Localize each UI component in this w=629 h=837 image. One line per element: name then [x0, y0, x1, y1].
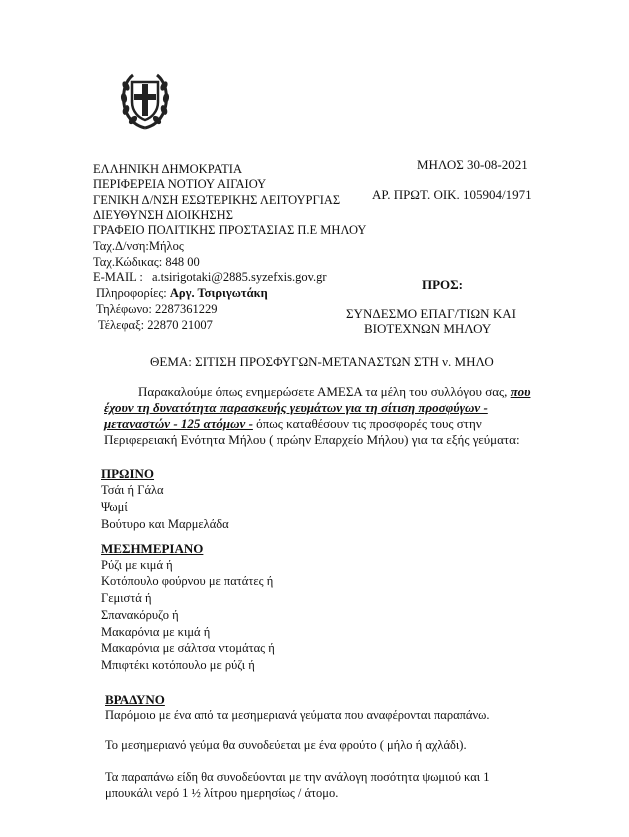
menu-item: Γεμιστά ή — [101, 591, 152, 605]
sender-phone: Τηλέφωνο: 2287361229 — [96, 302, 218, 316]
menu-item: Κοτόπουλο φούρνου με πατάτες ή — [101, 574, 274, 588]
place-date: ΜΗΛΟΣ 30-08-2021 — [417, 157, 528, 172]
email-address: a.tsirigotaki@2885.syzefxis.gov.gr — [152, 270, 327, 284]
body-line: Περιφερειακή Ενότητα Μήλου ( πρώην Επαρχείο Μήλου) για τα εξής γεύματα: — [104, 432, 520, 447]
menu-item: Μπιφτέκι κοτόπουλο με ρύζι ή — [101, 658, 255, 672]
sender-postal: Ταχ.Κώδικας: 848 00 — [93, 255, 200, 269]
lunch-title: ΜΕΣΗΜΕΡΙΑΝΟ — [101, 541, 204, 556]
greek-emblem-icon — [120, 72, 170, 135]
menu-item: Βούτυρο και Μαρμελάδα — [101, 517, 229, 531]
org-line: ΓΡΑΦΕΙΟ ΠΟΛΙΤΙΚΗΣ ΠΡΟΣΤΑΣΙΑΣ Π.Ε ΜΗΛΟΥ — [93, 223, 367, 238]
menu-item: Σπανακόρυζο ή — [101, 608, 179, 622]
subject-line: ΘΕΜΑ: ΣΙΤΙΣΗ ΠΡΟΣΦΥΓΩΝ-ΜΕΤΑΝΑΣΤΩΝ ΣΤΗ ν. ΜΗΛΟ — [150, 354, 494, 369]
info-name: Αργ. Τσιριγωτάκη — [169, 286, 268, 300]
body-line — [104, 416, 482, 432]
info-label: Πληροφορίες: — [96, 286, 167, 300]
email-label: E-MAIL : — [93, 270, 143, 284]
body-line — [138, 384, 530, 400]
body-text: όπως καταθέσουν τις προσφορές τους στην — [252, 416, 482, 431]
org-line: ΠΕΡΙΦΕΡΕΙΑ ΝΟΤΙΟΥ ΑΙΓΑΙΟΥ — [93, 177, 267, 192]
fruit-note: Το μεσημεριανό γεύμα θα συνοδεύεται με ένα φρούτο ( μήλο ή αχλάδι). — [105, 738, 467, 752]
bread-note: Τα παραπάνω είδη θα συνοδεύονται με την ανάλογη ποσότητα ψωμιού και 1 — [105, 770, 490, 784]
body-text: Παρακαλούμε όπως ενημερώσετε ΑΜΕΣΑ τα μέλη του συλλόγου σας, — [138, 384, 508, 399]
protocol-number: ΑΡ. ΠΡΩΤ. ΟΙΚ. 105904/1971 — [372, 187, 532, 202]
dinner-title: ΒΡΑΔΥΝΟ — [105, 692, 165, 707]
sender-fax: Τέλεφαξ: 22870 21007 — [98, 318, 213, 332]
dinner-text: Παρόμοιο με ένα από τα μεσημεριανά γεύματα που αναφέρονται παραπάνω. — [105, 708, 490, 722]
sender-address: Ταχ.Δ/νση:Μήλος — [93, 239, 184, 253]
sender-block — [93, 162, 366, 238]
menu-item: Μακαρόνια με σάλτσα ντομάτας ή — [101, 641, 275, 655]
body-emphasis: μεταναστών - 125 ατόμων - — [104, 416, 253, 431]
to-label: ΠΡΟΣ: — [422, 277, 463, 292]
menu-item: Ψωμί — [101, 500, 128, 514]
org-line: ΕΛΛΗΝΙΚΗ ΔΗΜΟΚΡΑΤΙΑ — [93, 162, 242, 176]
sender-info-row — [96, 286, 268, 301]
recipient-line: ΒΙΟΤΕΧΝΩΝ ΜΗΛΟΥ — [364, 321, 492, 336]
breakfast-title: ΠΡΩΙΝΟ — [101, 466, 155, 481]
body-emphasis: που — [510, 384, 531, 399]
org-line: ΔΙΕΥΘΥΝΣΗ ΔΙΟΙΚΗΣΗΣ — [93, 207, 233, 222]
menu-item: Ρύζι με κιμά ή — [101, 558, 173, 572]
sender-email-row — [93, 270, 327, 285]
recipient-line: ΣΥΝΔΕΣΜΟ ΕΠΑΓ/ΤΙΩΝ ΚΑΙ — [346, 306, 516, 321]
body-emphasis: έχουν τη δυνατότητα παρασκευής γευμάτων για τη σίτιση προσφύγων - — [104, 400, 488, 415]
org-line: ΓΕΝΙΚΗ Δ/ΝΣΗ ΕΣΩΤΕΡΙΚΗΣ ΛΕΙΤΟΥΡΓΙΑΣ — [93, 192, 341, 207]
menu-item: Τσάι ή Γάλα — [101, 483, 164, 497]
menu-item: Μακαρόνια με κιμά ή — [101, 625, 211, 639]
bread-note: μπουκάλι νερό 1 ½ λίτρου ημερησίως / άτομο. — [105, 786, 339, 800]
